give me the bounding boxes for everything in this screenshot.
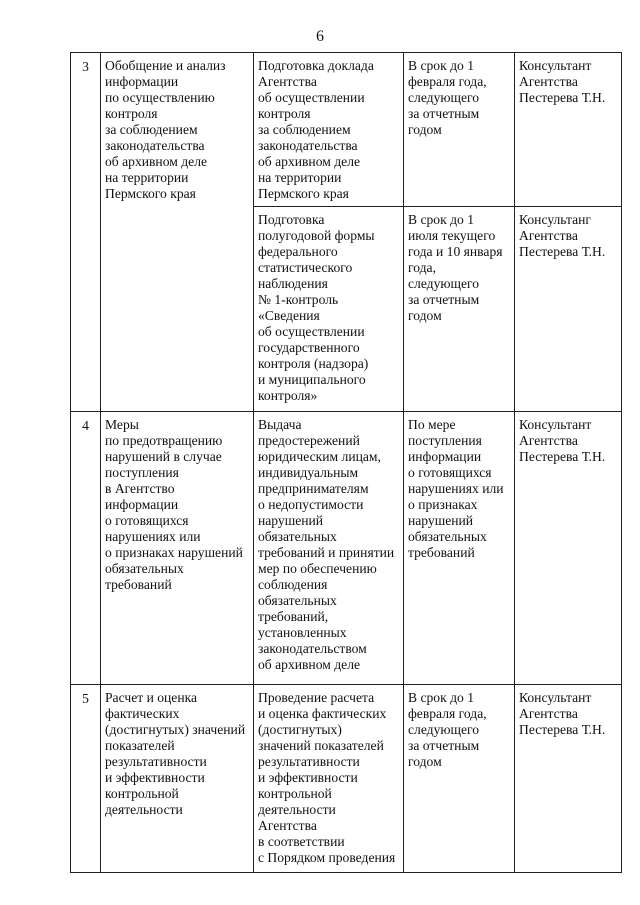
table-row [71, 53, 622, 207]
deadline-cell: В срок до 1 июля текущего года и 10 января года, следующего за отчетным годом [404, 207, 515, 412]
row-number: 5 [71, 685, 101, 873]
table-row [71, 685, 622, 873]
action-cell: Подготовка полугодовой формы федерального статистического наблюдения № 1-контроль «Сведения об осуществлении государственного контроля (надзора) и муниципального контроля» [254, 207, 404, 412]
deadline-cell: В срок до 1 февраля года, следующего за отчетным годом [404, 53, 515, 207]
activity-cell: Меры по предотвращению нарушений в случае поступления в Агентство информации о готовящихся нарушениях или о признаках нарушений обязательных требований [101, 412, 254, 685]
page-number: 6 [316, 28, 324, 45]
activity-cell: Расчет и оценка фактических (достигнутых) значений показателей результативности и эффективности контрольной деятельности [101, 685, 254, 873]
responsible-cell: Консультанг Агентства Пестерева Т.Н. [515, 207, 622, 412]
deadline-cell: По мере поступления информации о готовящихся нарушениях или о признаках нарушений обязательных требований [404, 412, 515, 685]
responsible-cell: Консультант Агентства Пестерева Т.Н. [515, 412, 622, 685]
row-number: 4 [71, 412, 101, 685]
activity-cell: Обобщение и анализ информации по осуществлению контроля за соблюдением законодательства об архивном деле на территории Пермского края [101, 53, 254, 412]
table-row [71, 412, 622, 685]
responsible-cell: Консультант Агентства Пестерева Т.Н. [515, 685, 622, 873]
action-cell: Проведение расчета и оценка фактических (достигнутых) значений показателей результативности и эффективности контрольной деятельности Агентства в соответствии с Порядком проведения [254, 685, 404, 873]
row-number: 3 [71, 53, 101, 412]
action-cell: Выдача предостережений юридическим лицам, индивидуальным предпринимателям о недопустимости нарушений обязательных требований и принятии мер по обеспечению соблюдения обязательных требований, установленных законодательством об архивном деле [254, 412, 404, 685]
action-cell: Подготовка доклада Агентства об осуществлении контроля за соблюдением законодательства об архивном деле на территории Пермского края [254, 53, 404, 207]
plan-table [70, 52, 622, 873]
responsible-cell: Консультант Агентства Пестерева Т.Н. [515, 53, 622, 207]
deadline-cell: В срок до 1 февраля года, следующего за отчетным годом [404, 685, 515, 873]
